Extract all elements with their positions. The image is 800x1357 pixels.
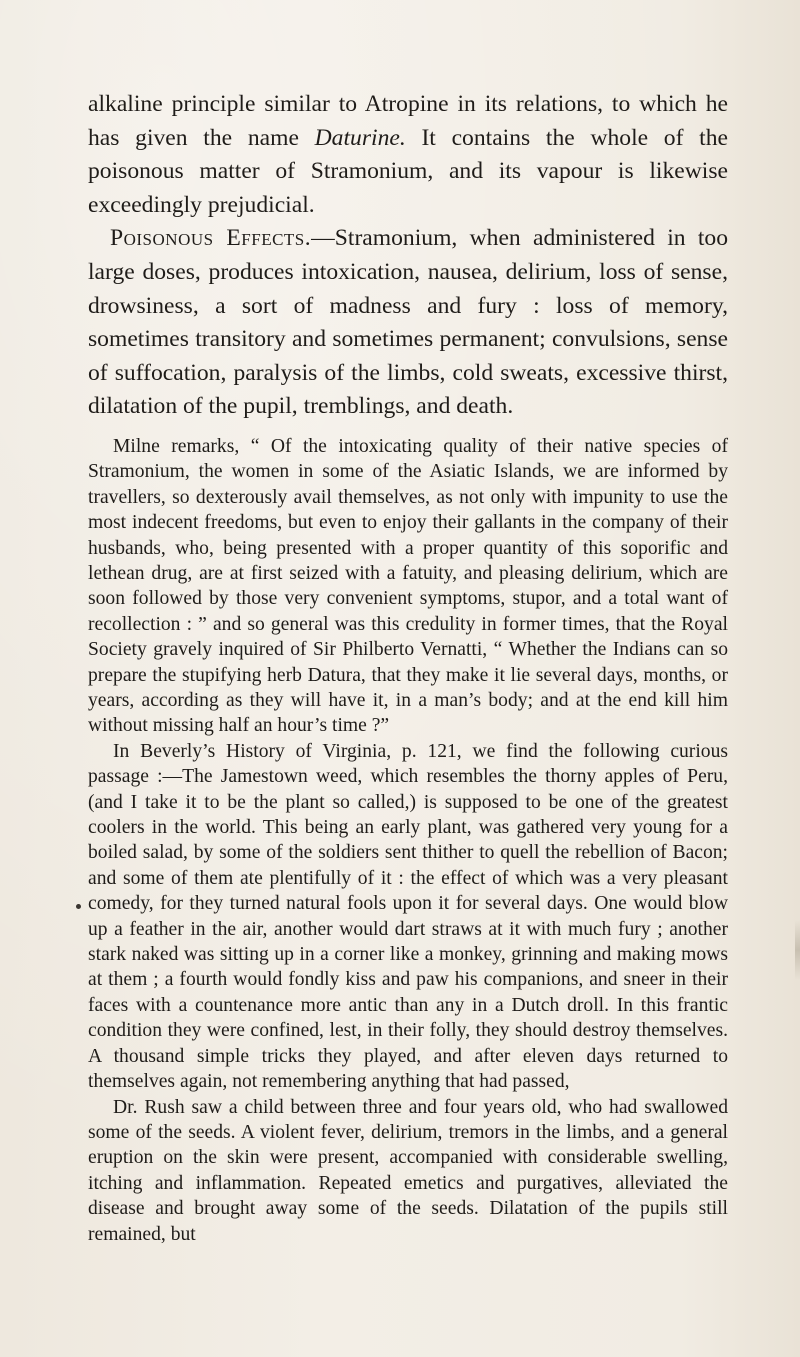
- paragraph-poisonous-effects: [88, 222, 728, 424]
- paragraph-text: It contains the whole of the poisonous matter of Stramonium, and its vapour is likewise exceedingly prejudicial.: [88, 124, 728, 218]
- paragraph-text: alkaline principle similar to Atropine in its relations, to which he has given the name: [88, 91, 728, 151]
- paragraph-beverly: In Beverly’s History of Virginia, p. 121, we find the following curious passage :—The Jamestown weed, which resembles the thorny apples of Peru, (and I take it to be the plant so called,) is supposed to be one of the greatest coolers in the world. This being an early plant, was gathered very young for a boiled salad, by some of the soldiers sent thither to quell the rebellion of Bacon; and some of them ate plentifully of it : the effect of which was a very pleasant comedy, for they turned natural fools upon it for several days. One would blow up a feather in the air, another would dart straws at it with much fury ; another stark naked was sitting up in a corner like a monkey, grinning and making mows at them ; a fourth would fondly kiss and paw his companions, and sneer in their faces with a countenance more antic than any in a Dutch droll. In this frantic condition they were confined, lest, in their folly, they should destroy themselves. A thousand simple tricks they played, and after eleven days returned to themselves again, not remembering anything that had passed,: [88, 740, 728, 1093]
- paragraph-milne: Milne remarks, “ Of the intoxicating quality of their native species of Stramonium, the women in some of the Asiatic Islands, we are informed by travellers, so dexterously avail themselves, as not only with impunity to use the most indecent freedoms, but even to enjoy their gallants in the company of their husbands, who, being presented with a proper quantity of this soporific and lethean drug, are at first seized with a fatuity, and pleasing delirium, which are soon followed by those very convenient symptoms, stupor, and a total want of recollection : ” and so general was this credulity in former times, that the Royal Society gravely inquired of Sir Philberto Vernatti, “ Whether the Indians can so prepare the stupifying herb Datura, that they make it lie several days, months, or years, according as they will have it, in a man’s body; and at the end kill him without missing half an hour’s time ?”: [88, 435, 728, 737]
- paragraph-text: —Stramonium, when administered in too large doses, produces intoxication, nausea, delirium, loss of sense, drowsiness, a sort of madness and fury : loss of memory, sometimes transitory and sometimes permanent; convulsions, sense of suffocation, paralysis of the limbs, cold sweats, excessive thirst, dilatation of the pupil, tremblings, and death.: [88, 225, 728, 420]
- print-speck: [76, 904, 81, 909]
- section-heading: Poisonous Effects.: [110, 225, 312, 252]
- paragraph-rush: Dr. Rush saw a child between three and four years old, who had swallowed some of the seeds. A violent fever, delirium, tremors in the limbs, and a general eruption on the skin were present, accompanied with considerable swelling, itching and inflammation. Repeated emetics and purgatives, alleviated the disease and brought away some of the seeds. Dilatation of the pupils still remained, but: [88, 1096, 728, 1245]
- paragraph-daturine: [88, 88, 728, 222]
- page-edge-shadow: [795, 920, 800, 980]
- daturine-term: Daturine.: [314, 124, 406, 151]
- page-text: [88, 88, 728, 1247]
